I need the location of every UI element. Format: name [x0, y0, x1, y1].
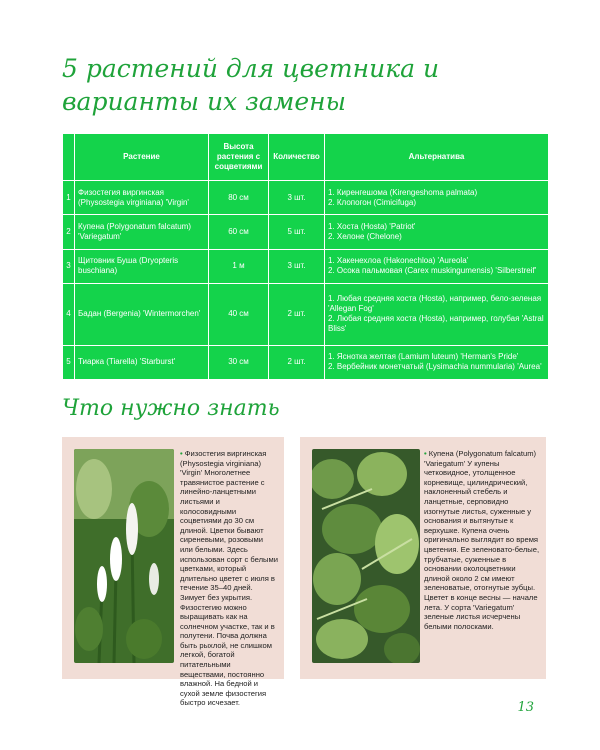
alternative-item: 1. Хакенехлоа (Hakonechloa) 'Aureola'	[328, 256, 469, 266]
alternative-item: 1. Любая средняя хоста (Hosta), например, бело-зеленая 'Allegan Fog'	[328, 294, 542, 314]
row-number: 2	[63, 215, 75, 249]
row-quantity: 3 шт.	[269, 181, 325, 215]
row-plant: Тиарка (Tiarella) 'Starburst'	[75, 345, 209, 379]
header-alternative: Альтернатива	[325, 134, 549, 181]
row-height: 40 см	[209, 283, 269, 345]
bullet-icon: •	[424, 449, 429, 458]
page-number: 13	[517, 700, 534, 715]
alternative-item: 1. Хоста (Hosta) 'Patriot'	[328, 221, 416, 231]
header-quantity: Количество	[269, 134, 325, 181]
row-number: 5	[63, 345, 75, 379]
row-quantity: 2 шт.	[269, 283, 325, 345]
table-row	[63, 181, 549, 215]
info-card-physostegia	[62, 437, 284, 708]
alternative-item: 2. Осока пальмовая (Carex muskingumensis) 'Silberstreif'	[328, 266, 537, 276]
row-alternative	[325, 181, 549, 215]
row-plant: Бадан (Bergenia) 'Wintermorchen'	[75, 283, 209, 345]
row-height: 1 м	[209, 249, 269, 283]
alternative-item: 1. Яснотка желтая (Lamium luteum) 'Herman's Pride'	[328, 352, 519, 362]
row-height: 60 см	[209, 215, 269, 249]
row-number: 4	[63, 283, 75, 345]
alternative-item: 2. Хелоне (Chelone)	[328, 231, 402, 241]
page-title: 5 растений для цветника и варианты их замены	[62, 54, 440, 116]
table-row	[63, 345, 549, 379]
row-number: 3	[63, 249, 75, 283]
alternative-item: 2. Клопогон (Cimicifuga)	[328, 197, 417, 207]
plants-table	[62, 133, 548, 380]
row-alternative	[325, 345, 549, 379]
physostegia-text: Физостегия виргинская (Physostegia virginiana) 'Virgin' Многолетнее травянистое растение с линейно-ланцетными листьями и колосовидными соцветиями до 30 см длиной. Цветки бывают сиреневыми, розовыми или белыми. Здесь использован сорт с белыми цветками, который длительно цветет с июля в течение 35–40 дней. Зимует без укрытия. Физостегию можно выращивать как на солнечном участке, так и в полутени. Почва должна быть рыхлой, не слишком легкой, богатой питательными веществами, постоянно влажной. На бедной и сухой земле физостегия быстро исчезает.	[180, 449, 278, 708]
table-row	[63, 249, 549, 283]
polygonatum-description	[424, 449, 540, 631]
row-plant: Физостегия виргинская (Physostegia virginiana) 'Virgin'	[75, 181, 209, 215]
row-plant: Щитовник Буша (Dryopteris buschiana)	[75, 249, 209, 283]
info-card-polygonatum	[300, 437, 546, 679]
row-alternative	[325, 215, 549, 249]
table-header-row	[63, 134, 549, 181]
row-quantity: 5 шт.	[269, 215, 325, 249]
section-title: Что нужно знать	[62, 396, 280, 421]
row-number: 1	[63, 181, 75, 215]
row-quantity: 3 шт.	[269, 249, 325, 283]
row-height: 80 см	[209, 181, 269, 215]
row-height: 30 см	[209, 345, 269, 379]
alternative-item: 2. Вербейник монетчатый (Lysimachia nummularia) 'Aurea'	[328, 362, 542, 372]
header-number	[63, 134, 75, 181]
alternative-item: 2. Любая средняя хоста (Hosta), например, голубая 'Astral Bliss'	[328, 314, 544, 334]
table-row	[63, 215, 549, 249]
physostegia-description	[180, 449, 278, 708]
row-quantity: 2 шт.	[269, 345, 325, 379]
alternative-item: 1. Киренгешома (Kirengeshoma palmata)	[328, 187, 478, 197]
bullet-icon: •	[180, 449, 185, 458]
header-height: Высота растения с соцветиями	[209, 134, 269, 181]
physostegia-photo	[74, 449, 174, 663]
table-row	[63, 283, 549, 345]
row-alternative	[325, 249, 549, 283]
header-plant: Растение	[75, 134, 209, 181]
row-alternative	[325, 283, 549, 345]
polygonatum-text: Купена (Polygonatum falcatum) 'Variegatum' У купены четковидное, утолщенное корневище, цилиндрический, наклоненный стебель и ланцетные, серповидно изогнутые листья, суженные у основания и вытянутые к верхушке. Купена очень оригинально выглядит во время цветения. Ее зеленовато-белые, трубчатые, суженные в основании околоцветники длиной около 2 см имеют зеленоватые, отогнутые зубцы. Цветет в конце весны — начале лета. У сорта 'Variegatum' зеленые листья исчерчены белыми полосками.	[424, 449, 540, 631]
row-plant: Купена (Polygonatum falcatum) 'Variegatum'	[75, 215, 209, 249]
polygonatum-photo	[312, 449, 420, 663]
